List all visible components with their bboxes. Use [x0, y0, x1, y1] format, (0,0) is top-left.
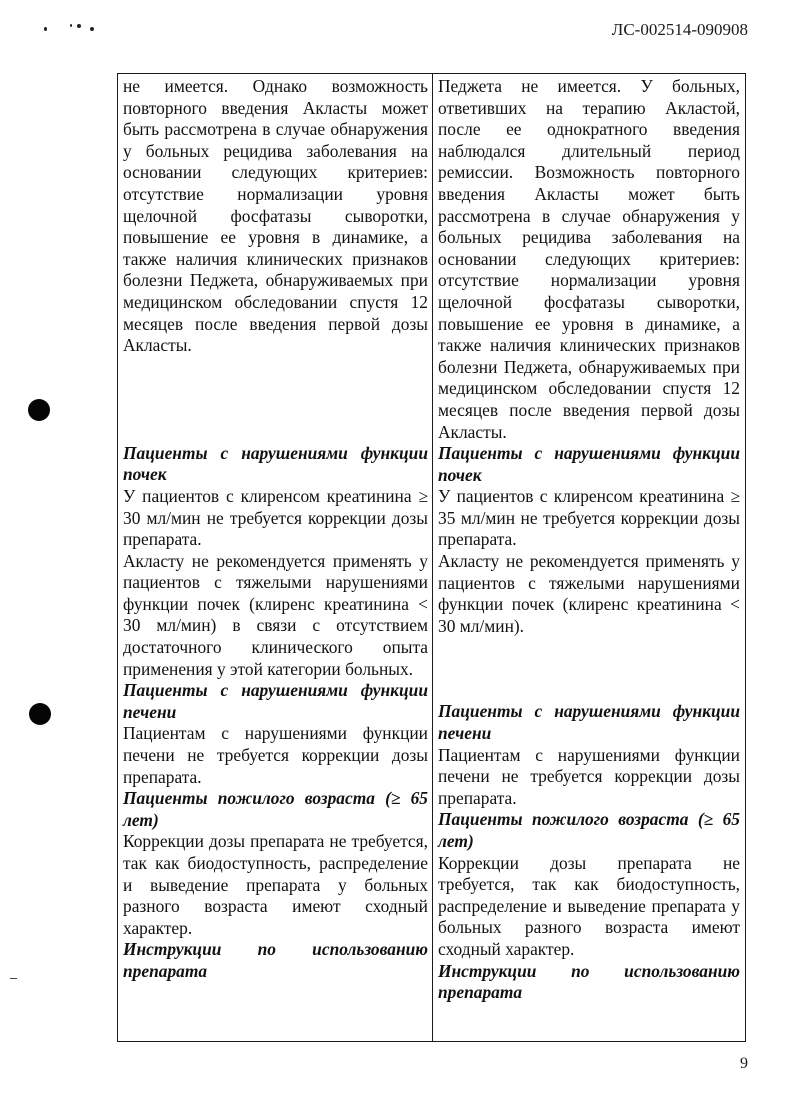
heading-hepatic-impairment: Пациенты с нарушениями функции печени: [438, 701, 740, 744]
heading-elderly: Пациенты пожилого возраста (≥ 65 лет): [438, 809, 740, 851]
table-column-right: [433, 74, 745, 1041]
heading-instructions: Инструкции по использованию препарата: [438, 960, 740, 1003]
paragraph-hepatic-dose: Пациентам с нарушениями функции печени не требуется коррекции дозы препарата.: [123, 723, 428, 787]
comparison-table: [117, 73, 746, 1042]
paragraph-renal-dose: У пациентов с клиренсом креатинина ≥ 35 мл/мин не требуется коррекции дозы препарата.: [438, 486, 740, 550]
spacer: [123, 357, 428, 443]
heading-hepatic-impairment: Пациенты с нарушениями функции печени: [123, 680, 428, 722]
paragraph-renal-severe: Акласту не рекомендуется применять у пациентов с тяжелыми нарушениями функции почек (клиренс креатинина < 30 мл/мин).: [438, 551, 740, 636]
heading-instructions: Инструкции по использованию препарата: [123, 939, 428, 981]
paragraph-elderly-dose: Коррекции дозы препарата не требуется, так как биодоступность, распределение и выведение препарата у больных разного возраста имеют сходный характер.: [123, 831, 428, 938]
paragraph-elderly-dose: Коррекции дозы препарата не требуется, так как биодоступность, распределение и выведение препарата у больных разного возраста имеют сходный характер.: [438, 852, 740, 959]
paragraph-retreatment: не имеется. Однако возможность повторного введения Акласты может быть рассмотрена в случае обнаружения у больных рецидива заболевания на основании следующих критериев: отсутствие нормализации уровня щелочной фосфатазы сыворотки, повышение ее уровня в динамике, а также наличия клинических признаков болезни Педжета, обнаруживаемых при медицинском обследовании спустя 12 месяцев после введения первой дозы Акласты.: [123, 76, 428, 356]
heading-renal-impairment: Пациенты с нарушениями функции почек: [123, 442, 428, 485]
paragraph-hepatic-dose: Пациентам с нарушениями функции печени не требуется коррекции дозы препарата.: [438, 744, 740, 808]
heading-renal-impairment: Пациенты с нарушениями функции почек: [438, 443, 740, 485]
spacer: [438, 637, 740, 701]
table-column-left: [118, 74, 433, 1041]
punch-hole-lower: [29, 703, 51, 725]
paragraph-renal-severe: Акласту не рекомендуется применять у пациентов с тяжелыми нарушениями функции почек (клиренс креатинина < 30 мл/мин) в связи с отсутствием достаточного клинического опыта применения у этой категории больных.: [123, 550, 428, 679]
scan-specks: [30, 18, 120, 38]
page-number: 9: [740, 1055, 748, 1072]
document-id: ЛС-002514-090908: [611, 20, 748, 39]
heading-elderly: Пациенты пожилого возраста (≥ 65 лет): [123, 788, 428, 830]
paragraph-renal-dose: У пациентов с клиренсом креатинина ≥ 30 мл/мин не требуется коррекции дозы препарата.: [123, 485, 428, 550]
punch-hole-upper: [28, 399, 50, 421]
margin-mark: [10, 978, 17, 979]
paragraph-retreatment: Педжета не имеется. У больных, ответивших на терапию Акластой, после ее однократного введения наблюдался длительный период ремиссии. Возможность повторного введения Акласты может быть рассмотрена в случае обнаружения у больных рецидива заболевания на основании следующих критериев: отсутствие нормализации уровня щелочной фосфатазы сыворотки, повышение ее уровня в динамике, а также наличия клинических признаков болезни Педжета, обнаруживаемых при медицинском обследовании спустя 12 месяцев после введения первой дозы Акласты.: [438, 76, 740, 442]
